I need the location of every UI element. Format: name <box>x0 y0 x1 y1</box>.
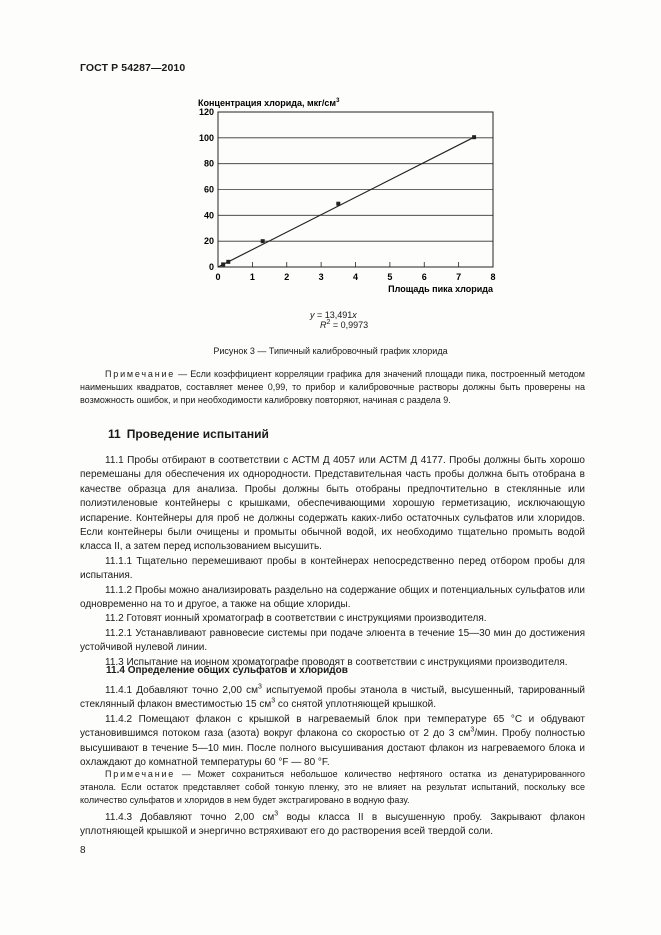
section-body <box>80 454 585 670</box>
x-tick-label: 4 <box>352 272 359 282</box>
chart-grid <box>218 138 493 267</box>
paragraph-11-4-3: 11.4.3 Добавляют точно 2,00 $см^3$ воды класса II в высушенную пробу. Закрывают флакон уплотняющей крышкой и энергично встряхивают его до растворения всей твердой соли. <box>80 810 585 838</box>
y-tick-label: 60 <box>203 184 214 195</box>
x-tick-label: 0 <box>215 272 221 282</box>
trendline <box>218 137 474 267</box>
paragraph-11-4-2: 11.4.2 Помещают флакон с крышкой в нагреваемый блок при температуре 65 °С и обдувают установившимся потоком газа (азота) вокруг флакона со скоростью от 2 до 3 $см^3$/мин. Пробу полностью высушивают в течение 5—10 мин. После полного высушивания достают флакон из нагреваемого блока и охлаждают до комнатной температуры 60 °F — 80 °F. <box>80 713 585 769</box>
note-label: Примечание <box>105 369 176 379</box>
x-tick-label: 3 <box>318 272 324 282</box>
y-tick-label: 40 <box>203 210 214 221</box>
paragraph-11-1: 11.1 Пробы отбирают в соответствии с АСТМ Д 4057 или АСТМ Д 4177. Пробы должны быть хорошо перемешаны для обеспечения их однородности. Представительная часть пробы должна быть отобрана в качестве образца для анализа. Пробы должны быть отобраны предпочтительно в стеклянные или полиэтиленовые контейнеры с крышками, обеспечивающими хорошую герметизацию, исключающую испарение. Контейнеры для проб не должны содержать каких-либо остаточных сульфатов или хлоридов. Если контейнеры были очищены и промыты обычной водой, их необходимо тщательно промыть водой класса II, а затем перед использованием высушить. <box>80 455 585 553</box>
paragraph-11-4-1: 11.4.1 Добавляют точно 2,00 $см^3$ испытуемой пробы этанола в чистый, высушенный, тарированный стеклянный флакон вместимостью 15 $см^3$ со снятой уплотняющей крышкой. <box>80 683 585 711</box>
figure-caption: Рисунок 3 — Типичный калибровочный график хлорида <box>213 346 448 356</box>
calibration-chart <box>0 0 661 320</box>
paragraph-11-1-1: 11.1.1 Тщательно перемешивают пробы в контейнерах непосредственно перед отбором пробы для испытания. <box>80 555 585 582</box>
section-heading: 11 Проведение испытаний <box>108 427 269 441</box>
x-tick-label: 7 <box>456 272 462 282</box>
y-tick-label: 20 <box>203 236 214 247</box>
data-point <box>221 262 225 266</box>
x-tick-label: 8 <box>490 272 496 282</box>
note-calibration: Примечание — Если коэффициент корреляции графика для значений площади пика, построенный методом наименьших квадратов, составляет менее 0,99, то прибор и калибровочные растворы должны быть проверены на возможность ошибок, и при необходимости калибровку повторяют, начиная с раздела 9. <box>80 369 585 405</box>
x-tick-label: 1 <box>249 272 255 282</box>
subsection-body <box>80 684 585 770</box>
paragraph-11-4-3-block <box>80 811 585 840</box>
paragraph-11-2: 11.2 Готовят ионный хроматограф в соответствии с инструкциями производителя. <box>105 613 487 625</box>
note-label: Примечание <box>105 769 176 779</box>
data-point <box>261 239 265 243</box>
y-axis-label: Концентрация хлорида, мкг/$см^3$ <box>198 98 340 108</box>
page-number: 8 <box>80 845 86 856</box>
data-point <box>226 260 230 264</box>
x-tick-label: 6 <box>421 272 427 282</box>
paragraph-11-1-2: 11.1.2 Пробы можно анализировать раздельно на содержание общих и потенциальных сульфатов или одновременно на то и другое, а также на общие хлориды. <box>80 584 585 611</box>
x-tick-labels <box>215 272 495 282</box>
x-tick-label: 5 <box>387 272 393 282</box>
paragraph-11-3: 11.3 Испытание на ионном хроматографе проводят в соответствии с инструкциями производителя. <box>105 656 568 668</box>
data-point <box>472 135 476 139</box>
y-tick-label: 80 <box>203 158 214 169</box>
note-residue: Примечание — Может сохраниться небольшое количество нефтяного остатка из денатурированного этанола. Если остаток представляет собой тонкую пленку, это не влияет на результат испытаний, поскольку все количество сульфатов и хлоридов в нем будет экстрагировано в водную фазу. <box>80 769 585 805</box>
document-header: ГОСТ Р 54287—2010 <box>80 62 186 74</box>
data-point <box>336 202 340 206</box>
subsection-heading: 11.4 Определение общих сульфатов и хлоридов <box>106 665 348 676</box>
y-tick-label: 120 <box>198 107 214 117</box>
y-tick-label: 0 <box>208 262 214 272</box>
regression-equation: y = 13,491x <box>310 310 357 320</box>
x-axis-label: Площадь пика хлорида <box>388 284 493 294</box>
y-tick-labels <box>199 107 214 272</box>
r-squared: $R^2 = 0,9973$ <box>320 319 369 330</box>
x-tick-label: 2 <box>284 272 290 282</box>
paragraph-11-2-1: 11.2.1 Устанавливают равновесие системы при подаче элюента в течение 15—30 мин до достижения устойчивой нулевой линии. <box>80 627 585 654</box>
y-tick-label: 100 <box>198 132 214 143</box>
